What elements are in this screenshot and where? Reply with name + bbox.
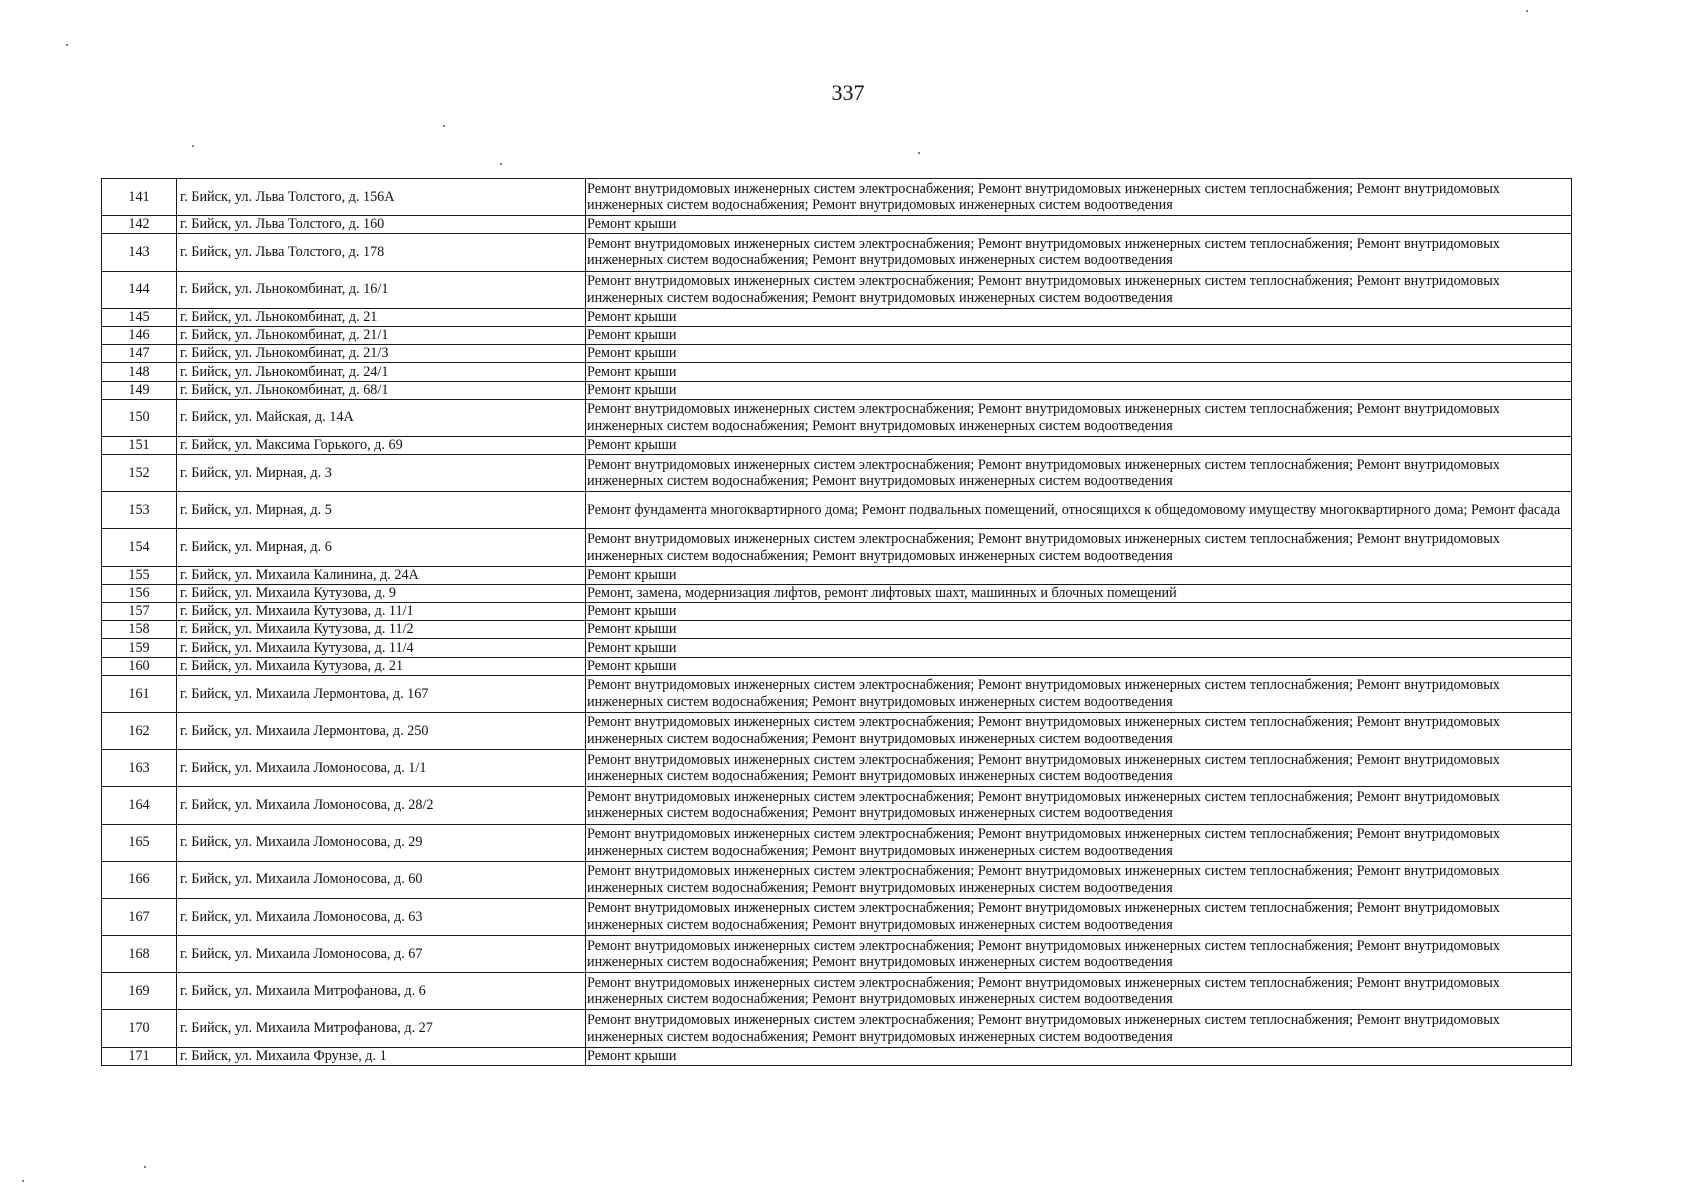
work-type-cell: Ремонт крыши <box>586 1047 1572 1065</box>
row-number-cell: 150 <box>102 399 177 436</box>
address-cell: г. Бийск, ул. Михаила Ломоносова, д. 29 <box>177 824 586 861</box>
address-cell: г. Бийск, ул. Мирная, д. 5 <box>177 492 586 529</box>
registry-table <box>101 178 1572 1066</box>
row-number-cell: 144 <box>102 271 177 308</box>
table-row <box>102 399 1572 436</box>
work-type-cell: Ремонт крыши <box>586 436 1572 454</box>
table-row <box>102 787 1572 824</box>
scan-speck <box>500 163 502 165</box>
scan-speck <box>918 152 920 154</box>
scan-speck <box>1526 10 1528 12</box>
work-type-cell: Ремонт крыши <box>586 308 1572 326</box>
table-row <box>102 898 1572 935</box>
address-cell: г. Бийск, ул. Максима Горького, д. 69 <box>177 436 586 454</box>
row-number-cell: 159 <box>102 639 177 657</box>
table-row <box>102 234 1572 271</box>
address-cell: г. Бийск, ул. Михаила Ломоносова, д. 67 <box>177 936 586 973</box>
row-number-cell: 142 <box>102 216 177 234</box>
work-type-cell: Ремонт крыши <box>586 363 1572 381</box>
work-type-cell: Ремонт крыши <box>586 216 1572 234</box>
table-row <box>102 621 1572 639</box>
address-cell: г. Бийск, ул. Михаила Кутузова, д. 9 <box>177 584 586 602</box>
row-number-cell: 167 <box>102 898 177 935</box>
row-number-cell: 161 <box>102 675 177 712</box>
work-type-cell: Ремонт, замена, модернизация лифтов, ремонт лифтовых шахт, машинных и блочных помещений <box>586 584 1572 602</box>
table-row <box>102 529 1572 566</box>
address-cell: г. Бийск, ул. Льнокомбинат, д. 24/1 <box>177 363 586 381</box>
address-cell: г. Бийск, ул. Михаила Кутузова, д. 11/4 <box>177 639 586 657</box>
row-number-cell: 151 <box>102 436 177 454</box>
row-number-cell: 164 <box>102 787 177 824</box>
table-row <box>102 861 1572 898</box>
work-type-cell: Ремонт внутридомовых инженерных систем электроснабжения; Ремонт внутридомовых инженерных систем теплоснабжения; Ремонт внутридомовых инженерных систем водоснабжения; Ремонт внутридомовых инженерных систем водоотведения <box>586 936 1572 973</box>
work-type-cell: Ремонт крыши <box>586 657 1572 675</box>
work-type-cell: Ремонт внутридомовых инженерных систем электроснабжения; Ремонт внутридомовых инженерных систем теплоснабжения; Ремонт внутридомовых инженерных систем водоснабжения; Ремонт внутридомовых инженерных систем водоотведения <box>586 271 1572 308</box>
table-row <box>102 363 1572 381</box>
table-row <box>102 639 1572 657</box>
table-row <box>102 455 1572 492</box>
address-cell: г. Бийск, ул. Майская, д. 14А <box>177 399 586 436</box>
address-cell: г. Бийск, ул. Льнокомбинат, д. 68/1 <box>177 381 586 399</box>
table-row <box>102 179 1572 216</box>
row-number-cell: 171 <box>102 1047 177 1065</box>
work-type-cell: Ремонт фундамента многоквартирного дома; Ремонт подвальных помещений, относящихся к общедомовому имуществу многоквартирного дома; Ремонт фасада <box>586 492 1572 529</box>
address-cell: г. Бийск, ул. Михаила Ломоносова, д. 60 <box>177 861 586 898</box>
row-number-cell: 148 <box>102 363 177 381</box>
address-cell: г. Бийск, ул. Льнокомбинат, д. 16/1 <box>177 271 586 308</box>
scan-speck <box>22 1180 24 1182</box>
address-cell: г. Бийск, ул. Льнокомбинат, д. 21/1 <box>177 326 586 344</box>
address-cell: г. Бийск, ул. Льнокомбинат, д. 21/3 <box>177 345 586 363</box>
row-number-cell: 165 <box>102 824 177 861</box>
work-type-cell: Ремонт внутридомовых инженерных систем электроснабжения; Ремонт внутридомовых инженерных систем теплоснабжения; Ремонт внутридомовых инженерных систем водоснабжения; Ремонт внутридомовых инженерных систем водоотведения <box>586 179 1572 216</box>
address-cell: г. Бийск, ул. Михаила Фрунзе, д. 1 <box>177 1047 586 1065</box>
work-type-cell: Ремонт крыши <box>586 621 1572 639</box>
page-number: 337 <box>831 80 865 105</box>
table-row <box>102 381 1572 399</box>
scan-speck <box>192 145 194 147</box>
work-type-cell: Ремонт внутридомовых инженерных систем электроснабжения; Ремонт внутридомовых инженерных систем теплоснабжения; Ремонт внутридомовых инженерных систем водоснабжения; Ремонт внутридомовых инженерных систем водоотведения <box>586 898 1572 935</box>
table-row <box>102 1047 1572 1065</box>
table-row <box>102 345 1572 363</box>
work-type-cell: Ремонт внутридомовых инженерных систем электроснабжения; Ремонт внутридомовых инженерных систем теплоснабжения; Ремонт внутридомовых инженерных систем водоснабжения; Ремонт внутридомовых инженерных систем водоотведения <box>586 529 1572 566</box>
address-cell: г. Бийск, ул. Михаила Митрофанова, д. 27 <box>177 1010 586 1047</box>
row-number-cell: 155 <box>102 566 177 584</box>
row-number-cell: 170 <box>102 1010 177 1047</box>
work-type-cell: Ремонт крыши <box>586 326 1572 344</box>
table-row <box>102 216 1572 234</box>
address-cell: г. Бийск, ул. Михаила Лермонтова, д. 167 <box>177 675 586 712</box>
table-row <box>102 584 1572 602</box>
row-number-cell: 163 <box>102 750 177 787</box>
work-type-cell: Ремонт внутридомовых инженерных систем электроснабжения; Ремонт внутридомовых инженерных систем теплоснабжения; Ремонт внутридомовых инженерных систем водоснабжения; Ремонт внутридомовых инженерных систем водоотведения <box>586 712 1572 749</box>
table-row <box>102 824 1572 861</box>
table-row <box>102 603 1572 621</box>
address-cell: г. Бийск, ул. Мирная, д. 3 <box>177 455 586 492</box>
address-cell: г. Бийск, ул. Льва Толстого, д. 160 <box>177 216 586 234</box>
table-row <box>102 675 1572 712</box>
table-row <box>102 566 1572 584</box>
row-number-cell: 169 <box>102 973 177 1010</box>
address-cell: г. Бийск, ул. Мирная, д. 6 <box>177 529 586 566</box>
table-row <box>102 326 1572 344</box>
table-row <box>102 271 1572 308</box>
scan-speck <box>443 125 445 127</box>
table-row <box>102 657 1572 675</box>
scan-speck <box>144 1166 146 1168</box>
row-number-cell: 158 <box>102 621 177 639</box>
row-number-cell: 143 <box>102 234 177 271</box>
row-number-cell: 152 <box>102 455 177 492</box>
row-number-cell: 168 <box>102 936 177 973</box>
work-type-cell: Ремонт внутридомовых инженерных систем электроснабжения; Ремонт внутридомовых инженерных систем теплоснабжения; Ремонт внутридомовых инженерных систем водоснабжения; Ремонт внутридомовых инженерных систем водоотведения <box>586 750 1572 787</box>
registry-table-body <box>102 179 1572 1066</box>
work-type-cell: Ремонт крыши <box>586 345 1572 363</box>
table-row <box>102 712 1572 749</box>
work-type-cell: Ремонт крыши <box>586 566 1572 584</box>
work-type-cell: Ремонт внутридомовых инженерных систем электроснабжения; Ремонт внутридомовых инженерных систем теплоснабжения; Ремонт внутридомовых инженерных систем водоснабжения; Ремонт внутридомовых инженерных систем водоотведения <box>586 861 1572 898</box>
row-number-cell: 162 <box>102 712 177 749</box>
work-type-cell: Ремонт внутридомовых инженерных систем электроснабжения; Ремонт внутридомовых инженерных систем теплоснабжения; Ремонт внутридомовых инженерных систем водоснабжения; Ремонт внутридомовых инженерных систем водоотведения <box>586 787 1572 824</box>
table-row <box>102 973 1572 1010</box>
address-cell: г. Бийск, ул. Михаила Ломоносова, д. 1/1 <box>177 750 586 787</box>
row-number-cell: 154 <box>102 529 177 566</box>
address-cell: г. Бийск, ул. Михаила Митрофанова, д. 6 <box>177 973 586 1010</box>
work-type-cell: Ремонт крыши <box>586 603 1572 621</box>
table-row <box>102 1010 1572 1047</box>
row-number-cell: 156 <box>102 584 177 602</box>
work-type-cell: Ремонт внутридомовых инженерных систем электроснабжения; Ремонт внутридомовых инженерных систем теплоснабжения; Ремонт внутридомовых инженерных систем водоснабжения; Ремонт внутридомовых инженерных систем водоотведения <box>586 399 1572 436</box>
work-type-cell: Ремонт внутридомовых инженерных систем электроснабжения; Ремонт внутридомовых инженерных систем теплоснабжения; Ремонт внутридомовых инженерных систем водоснабжения; Ремонт внутридомовых инженерных систем водоотведения <box>586 1010 1572 1047</box>
address-cell: г. Бийск, ул. Михаила Кутузова, д. 11/1 <box>177 603 586 621</box>
address-cell: г. Бийск, ул. Михаила Ломоносова, д. 28/2 <box>177 787 586 824</box>
row-number-cell: 166 <box>102 861 177 898</box>
row-number-cell: 157 <box>102 603 177 621</box>
work-type-cell: Ремонт внутридомовых инженерных систем электроснабжения; Ремонт внутридомовых инженерных систем теплоснабжения; Ремонт внутридомовых инженерных систем водоснабжения; Ремонт внутридомовых инженерных систем водоотведения <box>586 234 1572 271</box>
address-cell: г. Бийск, ул. Михаила Лермонтова, д. 250 <box>177 712 586 749</box>
address-cell: г. Бийск, ул. Михаила Ломоносова, д. 63 <box>177 898 586 935</box>
address-cell: г. Бийск, ул. Льнокомбинат, д. 21 <box>177 308 586 326</box>
work-type-cell: Ремонт крыши <box>586 639 1572 657</box>
work-type-cell: Ремонт внутридомовых инженерных систем электроснабжения; Ремонт внутридомовых инженерных систем теплоснабжения; Ремонт внутридомовых инженерных систем водоснабжения; Ремонт внутридомовых инженерных систем водоотведения <box>586 455 1572 492</box>
table-row <box>102 492 1572 529</box>
table-row <box>102 936 1572 973</box>
work-type-cell: Ремонт внутридомовых инженерных систем электроснабжения; Ремонт внутридомовых инженерных систем теплоснабжения; Ремонт внутридомовых инженерных систем водоснабжения; Ремонт внутридомовых инженерных систем водоотведения <box>586 973 1572 1010</box>
table-row <box>102 750 1572 787</box>
address-cell: г. Бийск, ул. Михаила Калинина, д. 24А <box>177 566 586 584</box>
row-number-cell: 141 <box>102 179 177 216</box>
row-number-cell: 153 <box>102 492 177 529</box>
row-number-cell: 149 <box>102 381 177 399</box>
work-type-cell: Ремонт внутридомовых инженерных систем электроснабжения; Ремонт внутридомовых инженерных систем теплоснабжения; Ремонт внутридомовых инженерных систем водоснабжения; Ремонт внутридомовых инженерных систем водоотведения <box>586 675 1572 712</box>
row-number-cell: 160 <box>102 657 177 675</box>
table-row <box>102 308 1572 326</box>
table-row <box>102 436 1572 454</box>
address-cell: г. Бийск, ул. Льва Толстого, д. 156А <box>177 179 586 216</box>
row-number-cell: 145 <box>102 308 177 326</box>
address-cell: г. Бийск, ул. Михаила Кутузова, д. 11/2 <box>177 621 586 639</box>
row-number-cell: 146 <box>102 326 177 344</box>
address-cell: г. Бийск, ул. Михаила Кутузова, д. 21 <box>177 657 586 675</box>
work-type-cell: Ремонт крыши <box>586 381 1572 399</box>
address-cell: г. Бийск, ул. Льва Толстого, д. 178 <box>177 234 586 271</box>
row-number-cell: 147 <box>102 345 177 363</box>
scan-speck <box>66 44 68 46</box>
work-type-cell: Ремонт внутридомовых инженерных систем электроснабжения; Ремонт внутридомовых инженерных систем теплоснабжения; Ремонт внутридомовых инженерных систем водоснабжения; Ремонт внутридомовых инженерных систем водоотведения <box>586 824 1572 861</box>
